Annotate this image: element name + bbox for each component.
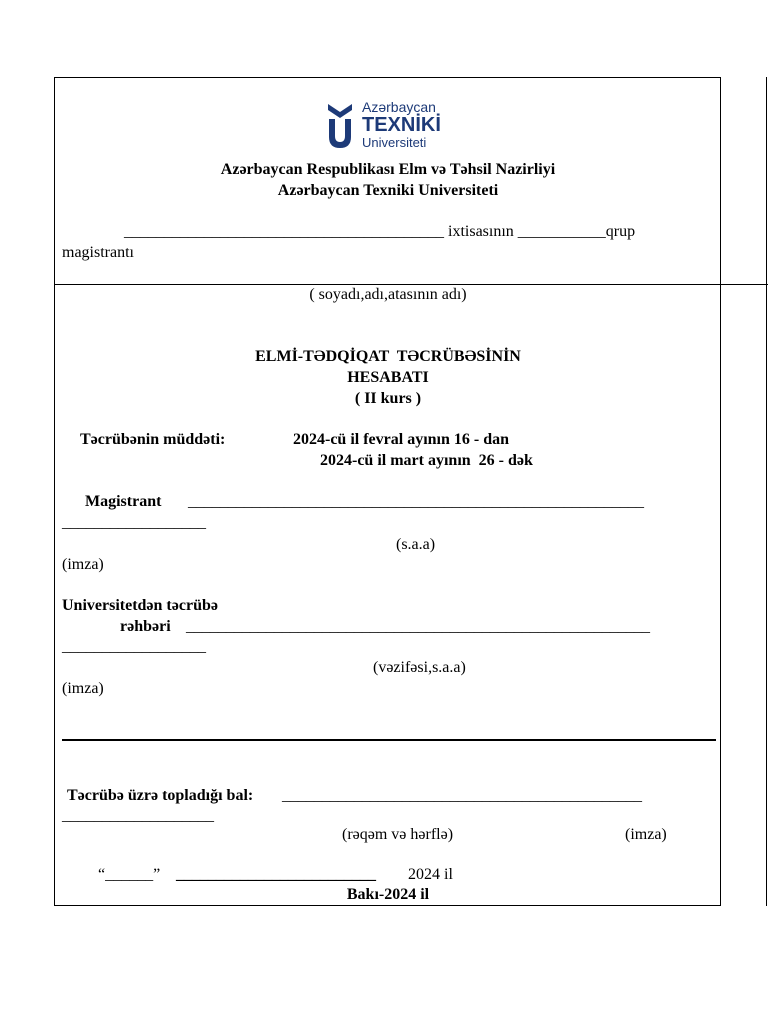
university-emblem-icon — [326, 102, 354, 150]
date-day: “______” — [98, 866, 161, 883]
page-edge-line — [766, 77, 767, 906]
date-month-line: _________________________ — [176, 866, 376, 883]
magistrant-word: magistrantı — [62, 244, 134, 261]
logo-line-3: Universiteti — [362, 135, 427, 150]
magistrant-name-hint: (s.a.a) — [396, 536, 436, 553]
magistrant-sign-hint: (imza) — [62, 556, 104, 573]
university-logo — [326, 100, 454, 152]
duration-label: Təcrübənin müddəti: — [80, 431, 226, 448]
footer-city-year: Bakı-2024 il — [346, 886, 430, 903]
report-title-line-1: ELMİ-TƏDQİQAT TƏCRÜBƏSİNİN — [255, 348, 521, 365]
magistrant-label: Magistrant — [85, 493, 162, 510]
divider-thick — [62, 739, 716, 741]
logo-line-1: Azərbaycan — [362, 99, 436, 115]
university-title: Azərbaycan Texniki Universiteti — [277, 182, 499, 199]
report-title-line-3: ( II kurs ) — [354, 390, 422, 407]
supervisor-label-line-2: rəhbəri — [120, 618, 171, 635]
score-label: Təcrübə üzrə topladığı bal: — [67, 787, 254, 804]
score-sign-hint: (imza) — [625, 826, 667, 843]
ministry-title: Azərbaycan Respublikası Elm və Təhsil Nazirliyi — [220, 161, 556, 178]
magistrant-name-line: _________________________________________________________ — [188, 493, 644, 510]
date-year: 2024 il — [408, 866, 453, 883]
magistrant-signature-line: __________________ — [62, 514, 206, 531]
duration-to: 2024-cü il mart ayının 26 - dək — [320, 452, 533, 469]
score-line: _____________________________________________ — [282, 787, 642, 804]
score-signature-line: ___________________ — [62, 807, 214, 824]
logo-line-2: TEXNİKİ — [362, 114, 441, 136]
divider-top — [54, 284, 768, 285]
supervisor-label-line-1: Universitetdən təcrübə — [62, 597, 218, 614]
duration-from: 2024-cü il fevral ayının 16 - dan — [293, 431, 510, 448]
report-title-line-2: HESABATI — [347, 369, 429, 386]
supervisor-sign-hint: (imza) — [62, 680, 104, 697]
supervisor-signature-line: __________________ — [62, 638, 206, 655]
page-frame — [54, 77, 721, 906]
supervisor-name-hint: (vəzifəsi,s.a.a) — [373, 659, 466, 676]
specialty-line: ________________________________________ ixtisasının ___________qrup — [124, 223, 636, 240]
name-hint: ( soyadı,adı,atasının adı) — [309, 286, 467, 303]
score-hint: (rəqəm və hərflə) — [342, 826, 454, 843]
supervisor-name-line: __________________________________________________________ — [186, 618, 650, 635]
